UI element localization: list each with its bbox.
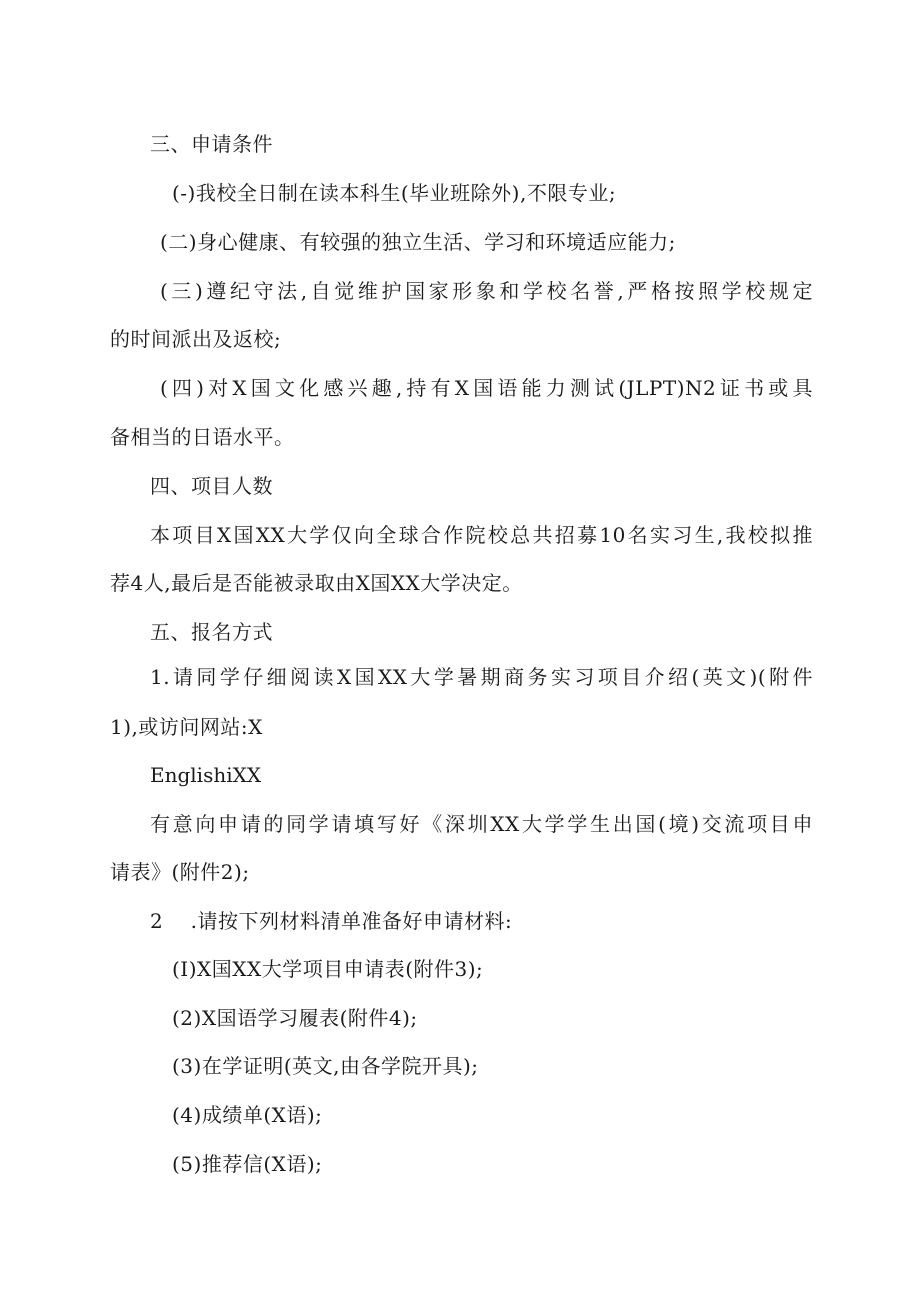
- condition-item-1: (-)我校全日制在读本科生(毕业班除外),不限专业;: [172, 181, 617, 205]
- application-step-1-line-1: 1.请同学仔细阅读X国XX大学暑期商务实习项目介绍(英文)(附件: [150, 665, 813, 689]
- application-form-line-2: 请表》(附件2);: [110, 860, 250, 884]
- condition-item-4: (四)对X国文化感兴趣,持有X国语能力测试(JLPT)N2证书或具: [160, 376, 813, 400]
- application-step-1-line-2: 1),或访问网站:X: [110, 715, 263, 739]
- section-heading-conditions: 三、申请条件: [150, 132, 273, 156]
- material-item-2: (2)X国语学习履表(附件4);: [172, 1006, 418, 1030]
- quota-paragraph-line-1: 本项目X国XX大学仅向全球合作院校总共招募10名实习生,我校拟推: [150, 523, 813, 547]
- quota-paragraph-line-2: 荐4人,最后是否能被录取由X国XX大学决定。: [110, 571, 523, 595]
- condition-item-2: (二)身心健康、有较强的独立生活、学习和环境适应能力;: [160, 230, 676, 254]
- material-item-5: (5)推荐信(X语);: [172, 1152, 323, 1176]
- application-form-line-1: 有意向申请的同学请填写好《深圳XX大学学生出国(境)交流项目申: [150, 812, 813, 836]
- material-item-1: (I)X国XX大学项目申请表(附件3);: [172, 957, 484, 981]
- application-step-2: 2 .请按下列材料清单准备好申请材料:: [150, 909, 513, 933]
- material-item-4: (4)成绩单(X语);: [172, 1103, 323, 1127]
- condition-item-4-cont: 备相当的日语水平。: [110, 425, 295, 449]
- condition-item-3: (三)遵纪守法,自觉维护国家形象和学校名誉,严格按照学校规定: [160, 279, 813, 303]
- section-heading-application: 五、报名方式: [150, 620, 273, 644]
- condition-item-3-cont: 的时间派出及返校;: [110, 327, 282, 351]
- material-item-3: (3)在学证明(英文,由各学院开具);: [172, 1054, 479, 1078]
- website-text: EnglishiXX: [150, 763, 262, 787]
- section-heading-quota: 四、项目人数: [150, 474, 273, 498]
